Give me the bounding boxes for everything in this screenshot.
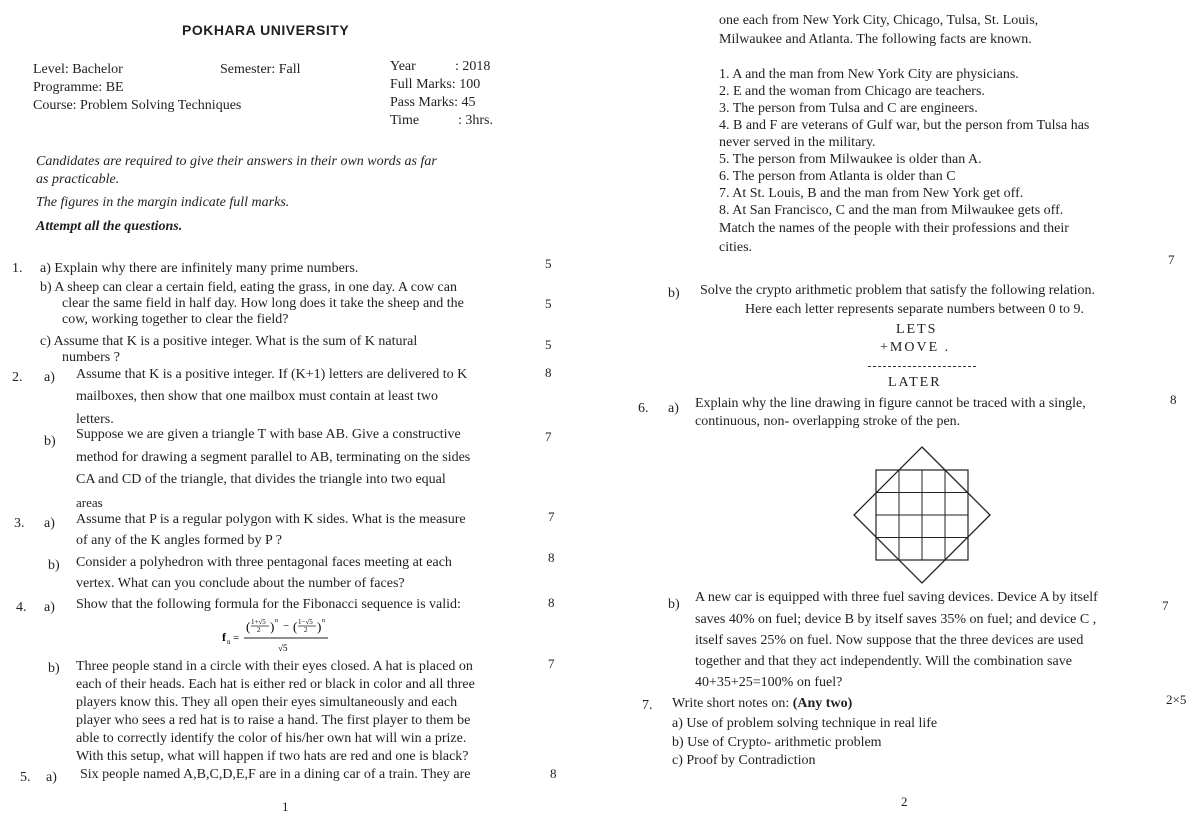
pass-marks: Pass Marks: 45 [390,95,476,110]
q4b-line4: player who sees a red hat is to raise a hand. The first player to them be [76,713,471,728]
course-label: Course: Problem Solving Techniques [33,98,242,113]
q5a-marks: 7 [1168,252,1175,267]
q5b-label: b) [668,286,680,301]
q1-number: 1. [12,261,23,276]
q5b-line2: Here each letter represents separate numbers between 0 to 9. [745,302,1084,317]
line-drawing-figure [850,443,994,587]
match-line2: cities. [719,240,753,255]
q4b-marks: 7 [548,656,555,671]
fact-6: 6. The person from Atlanta is older than C [719,169,956,184]
svg-text:n: n [275,618,278,624]
q2b-line3: CA and CD of the triangle, that divides the triangle into two equal [76,472,446,487]
q1b-line1: b) A sheep can clear a certain field, eating the grass, in one day. A cow can [40,280,457,295]
q3-number: 3. [14,516,25,531]
svg-text:=: = [233,632,240,644]
q4b-line1: Three people stand in a circle with their eyes closed. A hat is placed on [76,659,473,674]
q4b-line5: able to correctly identify the color of his/her own hat will win a prize. [76,731,467,746]
svg-text:√5: √5 [278,643,288,653]
page-number-right: 2 [901,794,908,809]
q1b-line3: cow, working together to clear the field? [62,312,289,327]
q1c-line1: c) Assume that K is a positive integer. What is the sum of K natural [40,334,418,349]
svg-text:(: ( [293,619,298,634]
fact-3: 3. The person from Tulsa and C are engineers. [719,101,978,116]
q7-heading-text: Write short notes on: [672,696,793,711]
year-value: : 2018 [455,59,491,74]
q6a-line2: continuous, non- overlapping stroke of the pen. [695,414,961,429]
q2a-line3: letters. [76,412,114,427]
crypto-line-1: LETS [896,322,938,337]
svg-text:f: f [222,630,226,644]
university-title: POKHARA UNIVERSITY [182,22,350,38]
q1a-text: a) Explain why there are infinitely many prime numbers. [40,261,359,276]
q5b-line1: Solve the crypto arithmetic problem that satisfy the following relation. [700,283,1096,298]
instruction-2: The figures in the margin indicate full marks. [36,195,290,210]
q6b-line4: together and that they act independently. Will the combination save [695,654,1072,669]
fact-5: 5. The person from Milwaukee is older than A. [719,152,982,167]
q4b-label: b) [48,661,60,676]
q7-marks: 2×5 [1166,692,1187,707]
svg-text:): ) [270,619,275,634]
fact-4b: never served in the military. [719,135,876,150]
q2-number: 2. [12,370,23,385]
q4a-label: a) [44,600,55,615]
q4b-line6: With this setup, what will happen if two hats are red and one is black? [76,749,469,764]
q3b-marks: 8 [548,550,555,565]
q2a-line2: mailboxes, then show that one mailbox must contain at least two [76,389,438,404]
q5a-line1: Six people named A,B,C,D,E,F are in a dining car of a train. They are [80,767,471,782]
q6b-line5: 40+35+25=100% on fuel? [695,675,843,690]
q4b-line3: players know this. They all open their eyes simultaneously and each [76,695,458,710]
q2a-line1: Assume that K is a positive integer. If (K+1) letters are delivered to K [76,367,468,382]
level-label: Level: Bachelor [33,62,123,77]
q1c-line2: numbers ? [62,350,120,365]
q7-any-two: (Any two) [792,696,853,711]
svg-text:1−√5: 1−√5 [298,618,313,626]
q3a-line1: Assume that P is a regular polygon with K sides. What is the measure [76,512,466,527]
q2b-line4: areas [76,495,103,510]
q7c-text: c) Proof by Contradiction [672,753,816,768]
match-line1: Match the names of the people with their professions and their [719,221,1069,236]
q6a-marks: 8 [1170,392,1177,407]
q6b-line2: saves 40% on fuel; device B by itself saves 35% on fuel; and device C , [695,612,1097,627]
q3b-line2: vertex. What can you conclude about the number of faces? [76,576,405,591]
instruction-3: Attempt all the questions. [36,219,183,234]
q2a-marks: 8 [545,365,552,380]
year-label: Year [390,59,416,74]
q3a-line2: of any of the K angles formed by P ? [76,533,282,548]
q5a-continued-line1: one each from New York City, Chicago, Tulsa, St. Louis, [719,13,1039,28]
q1b-marks: 5 [545,296,552,311]
q5a-label: a) [46,770,57,785]
q4b-line2: each of their heads. Each hat is either red or black in color and all three [76,677,475,692]
semester-label: Semester: Fall [220,62,301,77]
fact-2: 2. E and the woman from Chicago are teachers. [719,84,985,99]
q6b-line3: itself saves 25% on fuel. Now suppose that the three devices are used [695,633,1084,648]
q4a-line1: Show that the following formula for the Fibonacci sequence is valid: [76,597,461,612]
q2a-label: a) [44,370,55,385]
fact-4a: 4. B and F are veterans of Gulf war, but the person from Tulsa has [719,118,1090,133]
q4a-marks: 8 [548,595,555,610]
q6b-line1: A new car is equipped with three fuel saving devices. Device A by itself [695,590,1098,605]
q5a-marks-left: 8 [550,766,557,781]
q6a-line1: Explain why the line drawing in figure cannot be traced with a single, [695,396,1086,411]
q6-number: 6. [638,401,649,416]
q3a-marks: 7 [548,509,555,524]
q2b-marks: 7 [545,429,552,444]
q7b-text: b) Use of Crypto- arithmetic problem [672,735,882,750]
svg-text:n: n [227,638,231,646]
svg-text:2: 2 [304,626,308,634]
time-label: Time [390,113,420,128]
instruction-1a: Candidates are required to give their answers in their own words as far [36,154,437,169]
q3a-label: a) [44,516,55,531]
q3b-line1: Consider a polyhedron with three pentagonal faces meeting at each [76,555,452,570]
q5-number: 5. [20,770,31,785]
svg-text:n: n [322,618,325,624]
q1b-line2: clear the same field in half day. How long does it take the sheep and the [62,296,464,311]
crypto-line-2: +MOVE . [880,340,951,355]
fact-7: 7. At St. Louis, B and the man from New York get off. [719,186,1024,201]
page-number: 1 [282,799,289,814]
svg-text:2: 2 [257,626,261,634]
q6b-label: b) [668,597,680,612]
svg-text:1+√5: 1+√5 [251,618,266,626]
fibonacci-formula [222,614,352,658]
q2b-line1: Suppose we are given a triangle T with base AB. Give a constructive [76,427,461,442]
full-marks: Full Marks: 100 [390,77,481,92]
fact-1: 1. A and the man from New York City are physicians. [719,67,1019,82]
time-value: : 3hrs. [458,113,493,128]
instruction-1b: as practicable. [36,172,120,187]
svg-text:−: − [283,620,290,632]
q6a-label: a) [668,401,679,416]
crypto-sum-line [868,366,976,367]
q7-heading [672,696,852,711]
q7-number: 7. [642,698,653,713]
q1c-marks: 5 [545,337,552,352]
q1a-marks: 5 [545,256,552,271]
svg-text:(: ( [246,619,251,634]
q7a-text: a) Use of problem solving technique in real life [672,716,938,731]
q2b-line2: method for drawing a segment parallel to AB, terminating on the sides [76,450,471,465]
q5a-continued-line2: Milwaukee and Atlanta. The following facts are known. [719,32,1032,47]
svg-text:): ) [317,619,322,634]
right-page [600,0,1200,819]
fact-8: 8. At San Francisco, C and the man from Milwaukee gets off. [719,203,1064,218]
q2b-label: b) [44,434,56,449]
q4-number: 4. [16,600,27,615]
programme-label: Programme: BE [33,80,124,95]
q3b-label: b) [48,558,60,573]
crypto-line-3: LATER [888,375,942,390]
q6b-marks: 7 [1162,598,1169,613]
